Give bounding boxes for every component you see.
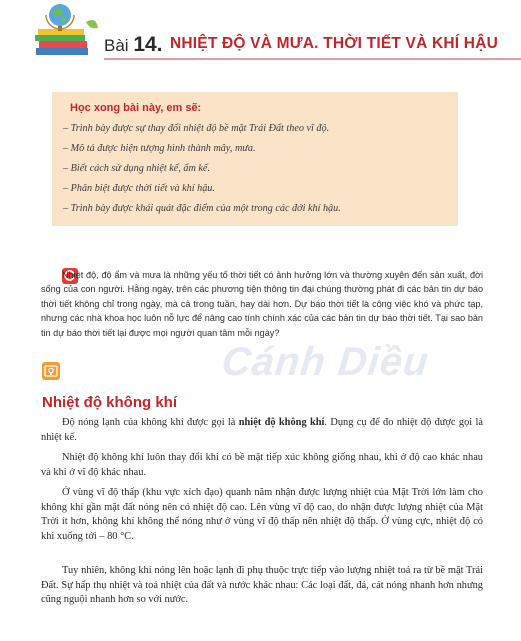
publisher-watermark: Cánh Diều [219, 340, 432, 384]
objective-item: – Mô tả được hiện tượng hình thành mây, mưa. [63, 143, 256, 154]
lesson-header [0, 0, 521, 62]
objective-item: – Biết cách sử dụng nhiệt kế, ẩm kế. [63, 163, 211, 174]
objective-item: – Trình bày được sự thay đổi nhiệt độ bề mặt Trái Đất theo vĩ độ. [63, 123, 330, 134]
learning-objectives-box [52, 92, 458, 226]
objective-item: – Trình bày được khái quát đặc điểm của một trong các đới khí hậu. [63, 203, 341, 214]
objective-item: – Phân biệt được thời tiết và khí hậu. [63, 183, 215, 194]
section-title: Nhiệt độ không khí [42, 394, 177, 411]
section-paragraph: Độ nóng lạnh của không khí được gọi là nhiệt độ không khí. Dụng cụ để đo nhiệt độ được gọi là nhiệt kế. [41, 417, 483, 443]
lesson-number: Bài 14. [104, 33, 163, 56]
section-paragraph: Nhiệt độ không khí luôn thay đổi khi có bề mặt tiếp xúc không giống nhau, khi ở độ cao khác nhau và khi ở vĩ độ khác nhau. [41, 452, 483, 478]
knowledge-section-icon [42, 362, 60, 380]
section-paragraph: Tuy nhiên, không khí nóng lên hoặc lạnh đi phụ thuộc trực tiếp vào lượng nhiệt toả ra từ bề mặt Trái Đất. Sự hấp thụ nhiệt và toả nhiệt của đất và nước khác nhau: Các loại đất, đá, cát nóng nhanh hơn nhưng cũng nguội nhanh hơn so với nước. [41, 565, 483, 606]
globe-books-icon [30, 2, 100, 60]
section-paragraph: Ở vùng vĩ độ thấp (khu vực xích đạo) quanh năm nhận được lượng nhiệt của Mặt Trời lớn làm cho không khí gần mặt đất nóng nên có nhiệt độ cao. Lên vùng vĩ độ cao, do nhận được lượng nhiệt của Mặt Trời ít hơn, không khí không thể nóng như ở vùng vĩ độ thấp nên nhiệt độ thấp. Ở vùng cực, nhiệt độ có khi xuống tới – 80 °C. [41, 487, 483, 542]
lesson-title: NHIỆT ĐỘ VÀ MƯA. THỜI TIẾT VÀ KHÍ HẬU [170, 35, 498, 52]
objectives-heading: Học xong bài này, em sẽ: [70, 102, 202, 114]
key-term: nhiệt độ không khí [238, 417, 325, 428]
header-divider [104, 58, 521, 60]
intro-paragraph: Nhiệt độ, độ ẩm và mưa là những yếu tố thời tiết có ảnh hưởng lớn và thường xuyên đến sản xuất, đời sống của con người. Hằng ngày, trên các phương tiện thông tin đại chúng thường phát đi các bản tin dự báo thời tiết không chỉ trong ngày, mà cả trong tuần, hay dài hơn. Dự báo thời tiết là công việc khó và phức tạp, nhưng các nhà khoa học luôn nỗ lực để nâng cao tính chính xác của các bản tin dự báo thời tiết. Tại sao bản tin dự báo thời tiết lại được mọi người quan tâm mỗi ngày? [41, 270, 483, 338]
